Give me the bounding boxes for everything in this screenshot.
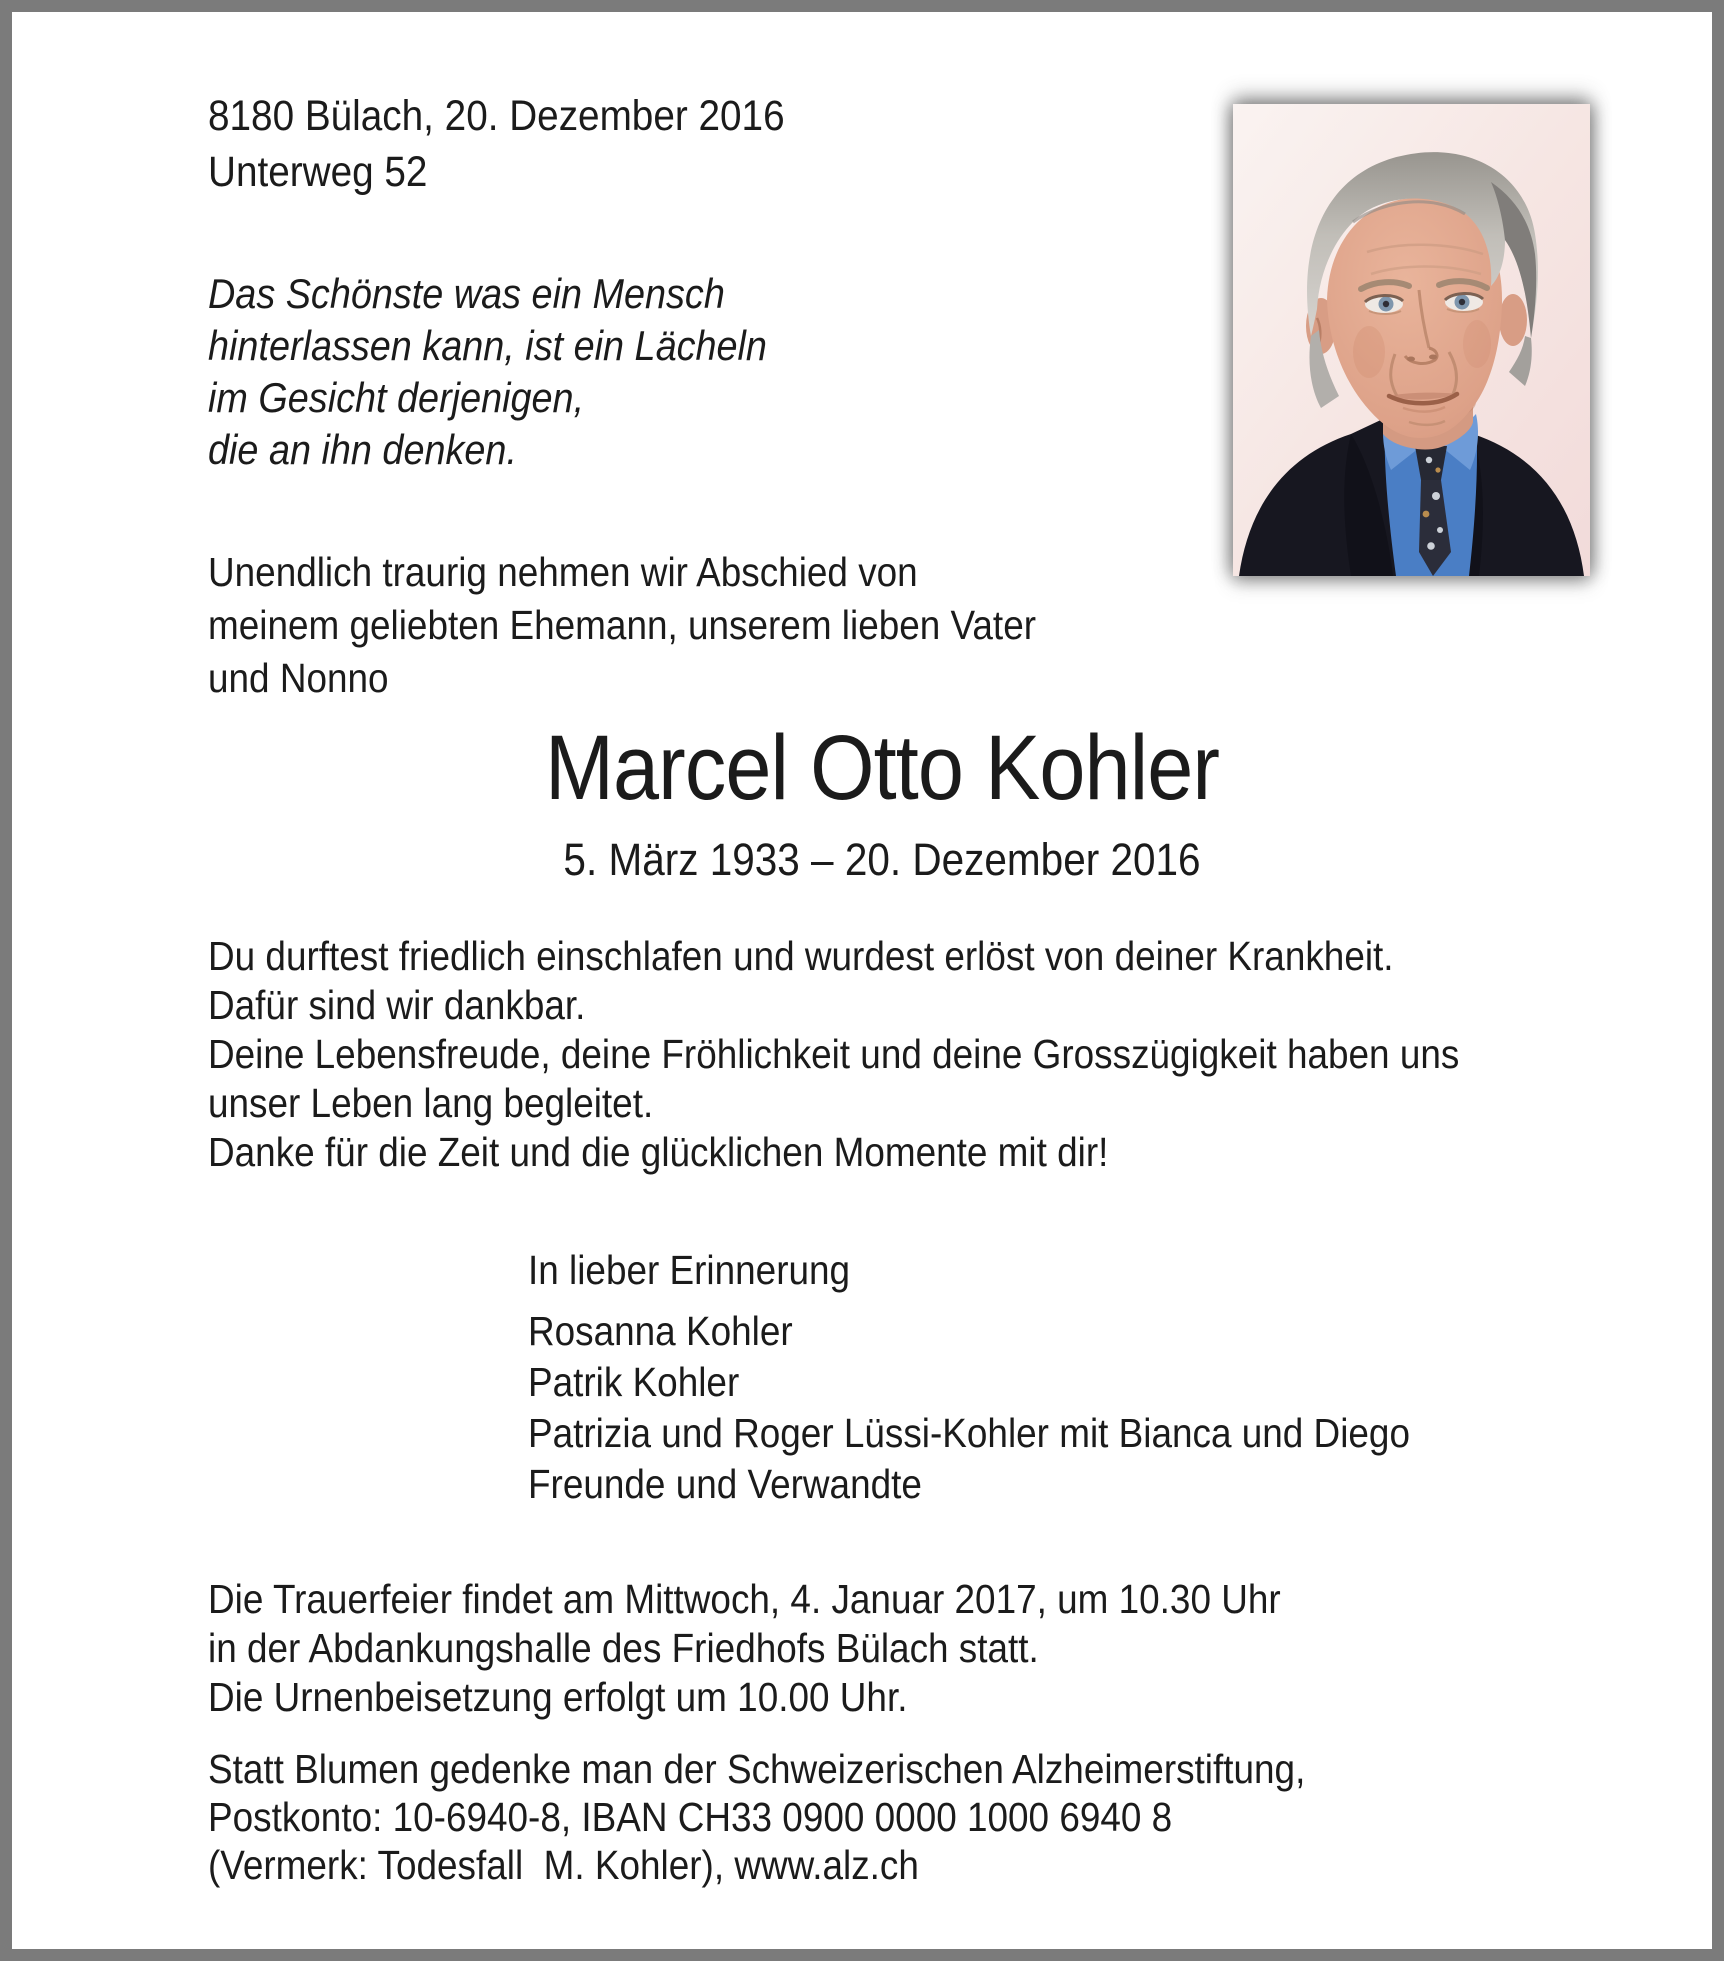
- life-dates: [241, 834, 1523, 886]
- service-line: Die Trauerfeier findet am Mittwoch, 4. Januar 2017, um 10.30 Uhr: [208, 1576, 1281, 1622]
- tribute-line: Deine Lebensfreude, deine Fröhlichkeit und deine Grosszügigkeit haben uns: [208, 1031, 1460, 1077]
- service-line: in der Abdankungshalle des Friedhofs Bülach statt.: [208, 1625, 1039, 1671]
- quote-line: Das Schönste was ein Mensch: [208, 270, 725, 317]
- place-date: 8180 Bülach, 20. Dezember 2016: [208, 92, 785, 140]
- service-line: Die Urnenbeisetzung erfolgt um 10.00 Uhr.: [208, 1674, 908, 1720]
- mourner-name: Rosanna Kohler: [528, 1308, 793, 1354]
- donations-line: (Vermerk: Todesfall M. Kohler), www.alz.ch: [208, 1842, 919, 1888]
- tribute-line: Du durftest friedlich einschlafen und wurdest erlöst von deiner Krankheit.: [208, 933, 1394, 979]
- donations-line: Postkonto: 10-6940-8, IBAN CH33 0900 0000 1000 6940 8: [208, 1794, 1173, 1840]
- tribute-line: unser Leben lang begleitet.: [208, 1080, 654, 1126]
- quote-line: im Gesicht derjenigen,: [208, 374, 585, 421]
- deceased-name-text: Marcel Otto Kohler: [544, 717, 1220, 819]
- remembrance-heading-text: In lieber Erinnerung: [528, 1247, 851, 1293]
- address-block: [208, 88, 785, 200]
- intro-line: Unendlich traurig nehmen wir Abschied von: [208, 549, 918, 595]
- service-info: [208, 1575, 1281, 1722]
- intro-line: meinem geliebten Ehemann, unserem lieben Vater: [208, 602, 1036, 648]
- remembrance-heading: [528, 1245, 850, 1296]
- mourners-list: [528, 1306, 1410, 1510]
- mourner-name: Patrizia und Roger Lüssi-Kohler mit Bianca und Diego: [528, 1410, 1410, 1456]
- mourner-name: Patrik Kohler: [528, 1359, 740, 1405]
- street-address: Unterweg 52: [208, 148, 428, 196]
- tribute-paragraph: [208, 932, 1459, 1177]
- donations-line: Statt Blumen gedenke man der Schweizerischen Alzheimerstiftung,: [208, 1746, 1306, 1792]
- quote-line: hinterlassen kann, ist ein Lächeln: [208, 322, 767, 369]
- quote-line: die an ihn denken.: [208, 426, 517, 473]
- intro-line: und Nonno: [208, 655, 389, 701]
- portrait-photo: [1233, 104, 1590, 576]
- tribute-line: Dafür sind wir dankbar.: [208, 982, 586, 1028]
- donations-info: [208, 1745, 1305, 1889]
- portrait-illustration: [1233, 104, 1590, 576]
- mourner-name: Freunde und Verwandte: [528, 1461, 922, 1507]
- memorial-quote: [208, 268, 767, 476]
- deceased-name: [241, 718, 1523, 818]
- tribute-line: Danke für die Zeit und die glücklichen Momente mit dir!: [208, 1129, 1109, 1175]
- farewell-intro: [208, 546, 1036, 705]
- life-dates-text: 5. März 1933 – 20. Dezember 2016: [563, 834, 1201, 885]
